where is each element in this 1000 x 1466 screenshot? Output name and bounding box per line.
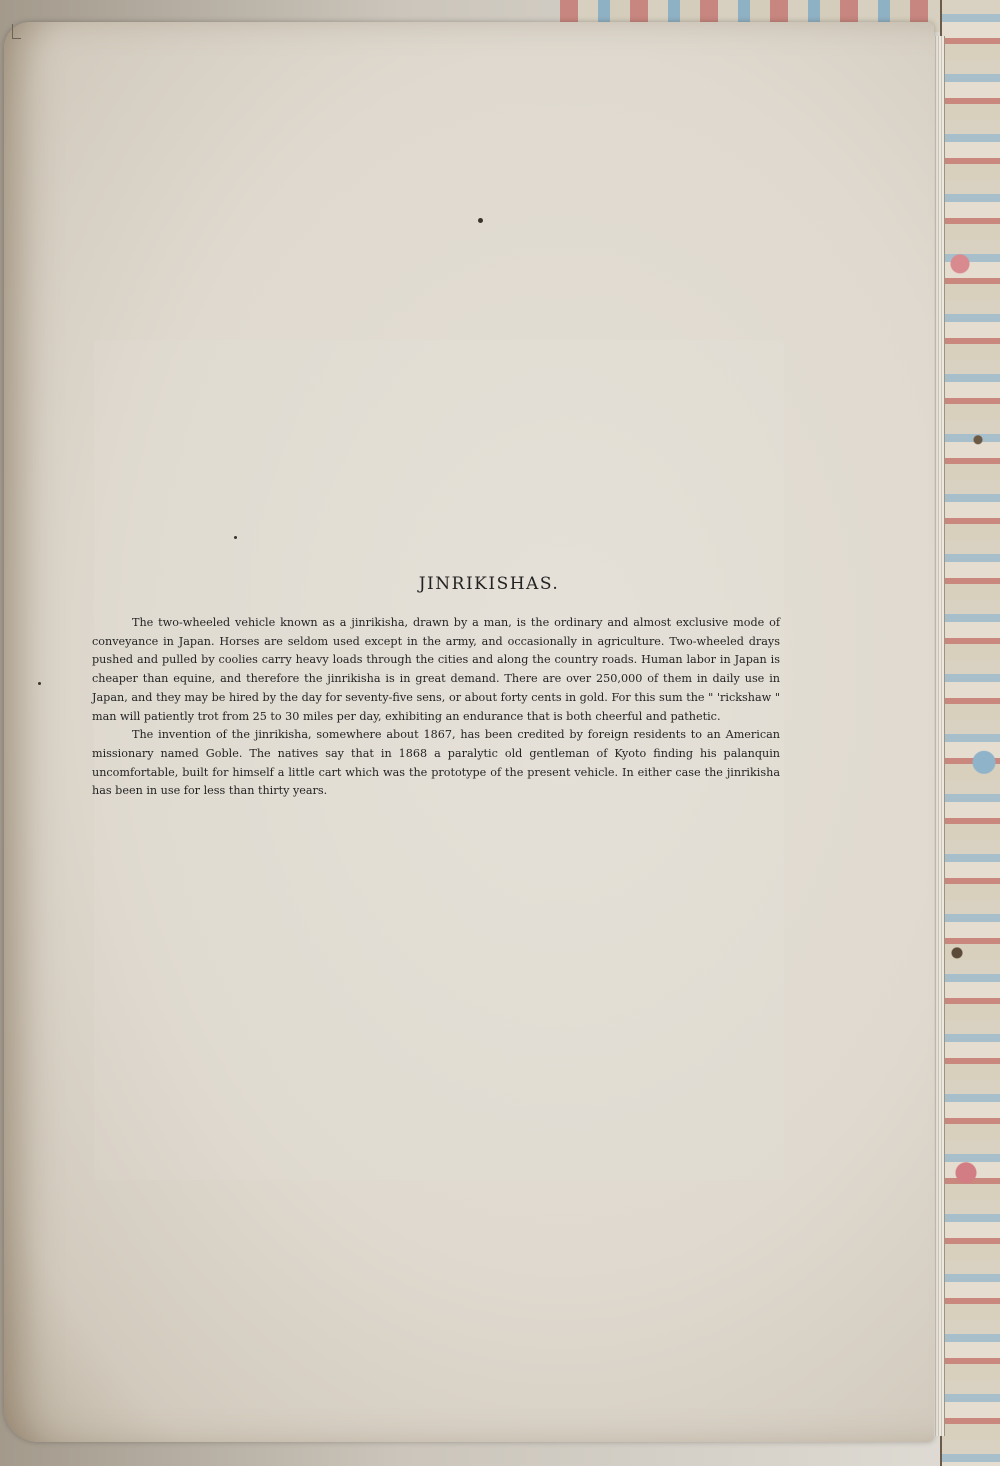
paragraph-1: The two-wheeled vehicle known as a jinrikisha, drawn by a man, is the ordinary and almost exclusive mode of conveyance in Japan. Horses are seldom used except in the army, and occasionally in agriculture. Two-wheeled drays pushed and pulled by coolies carry heavy loads through the cities and along the country roads. Human labor in Japan is cheaper than equine, and therefore the jinrikisha is in great demand. There are over 250,000 of them in daily use in Japan, and they may be hired by the day for seventy-five sens, or about forty cents in gold. For this sum the " 'rickshaw " man will patiently trot from 25 to 30 miles per day, exhibiting an endurance that is both cheerful and pathetic. <box>92 616 780 723</box>
page-title: JINRIKISHAS. <box>418 574 560 594</box>
book-page <box>4 22 934 1442</box>
book-cover-floral-fabric <box>940 0 1000 1466</box>
ink-speck <box>234 536 237 539</box>
corner-mark <box>12 24 21 39</box>
ink-speck <box>38 682 41 685</box>
body-text <box>92 614 780 801</box>
paragraph-2: The invention of the jinrikisha, somewhere about 1867, has been credited by foreign residents to an American missionary named Goble. The natives say that in 1868 a paralytic old gentleman of Kyoto finding his palanquin uncomfortable, built for himself a little cart which was the prototype of the present vehicle. In either case the jinrikisha has been in use for less than thirty years. <box>92 728 780 798</box>
ink-speck <box>478 218 483 223</box>
